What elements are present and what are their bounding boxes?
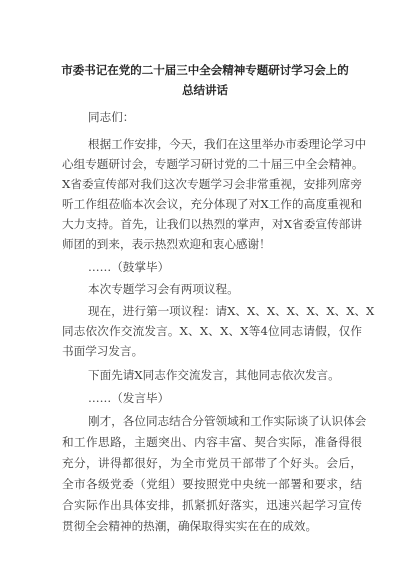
paragraph-3-line-2: 同志依次作交流发言。X、X、X、X等4位同志请假，仅作 bbox=[62, 324, 362, 338]
paragraph-3-line-3: 书面学习发言。 bbox=[62, 344, 144, 358]
paragraph-5-line-3: 充分，讲得都很好，为全市党员干部带了个好头。会后， bbox=[62, 456, 362, 470]
paragraph-5-line-2: 和工作思路，主题突出、内容丰富、契合实际，准备得很 bbox=[62, 435, 362, 449]
document-title-line-2: 总结讲话 bbox=[182, 83, 228, 97]
salutation: 同志们： bbox=[88, 110, 135, 124]
paragraph-5-line-4: 全市各级党委（党组）要按照党中央统一部署和要求，结 bbox=[62, 477, 362, 491]
paragraph-3-line-1: 现在，进行第一项议程：请X、X、X、X、X、X、X、X bbox=[88, 304, 375, 318]
paragraph-1-line-5: 大力支持。首先，让我们以热烈的掌声，对X省委宣传部讲 bbox=[62, 217, 362, 231]
document-title-line-1: 市委书记在党的二十届三中全会精神专题研讨学习会上的 bbox=[61, 63, 349, 77]
paragraph-1-line-6: 师团的到来，表示热烈欢迎和衷心感谢！ bbox=[62, 237, 271, 251]
speech-end-note: ……（发言毕） bbox=[88, 391, 170, 405]
paragraph-5-line-6: 贯彻全会精神的热潮，确保取得实实在在的成效。 bbox=[62, 519, 318, 533]
paragraph-2: 本次专题学习会有两项议程。 bbox=[88, 282, 239, 296]
paragraph-5-line-1: 刚才，各位同志结合分管领域和工作实际谈了认识体会 bbox=[88, 414, 367, 428]
paragraph-1-line-3: X省委宣传部对我们这次专题学习会非常重视，安排列席旁 bbox=[62, 177, 362, 191]
paragraph-1-line-2: 心组专题研讨会，专题学习研讨党的二十届三中全会精神。 bbox=[62, 157, 364, 171]
paragraph-1-line-4: 听工作组莅临本次会议，充分体现了对X工作的高度重视和 bbox=[62, 197, 362, 211]
applause-note: ……（鼓掌毕） bbox=[88, 260, 170, 274]
paragraph-1-line-1: 根据工作安排，今天，我们在这里举办市委理论学习中 bbox=[88, 137, 367, 151]
paragraph-5-line-5: 合实际作出具体安排，抓紧抓好落实，迅速兴起学习宣传 bbox=[62, 498, 362, 512]
paragraph-4: 下面先请X同志作交流发言，其他同志依次发言。 bbox=[88, 368, 340, 382]
